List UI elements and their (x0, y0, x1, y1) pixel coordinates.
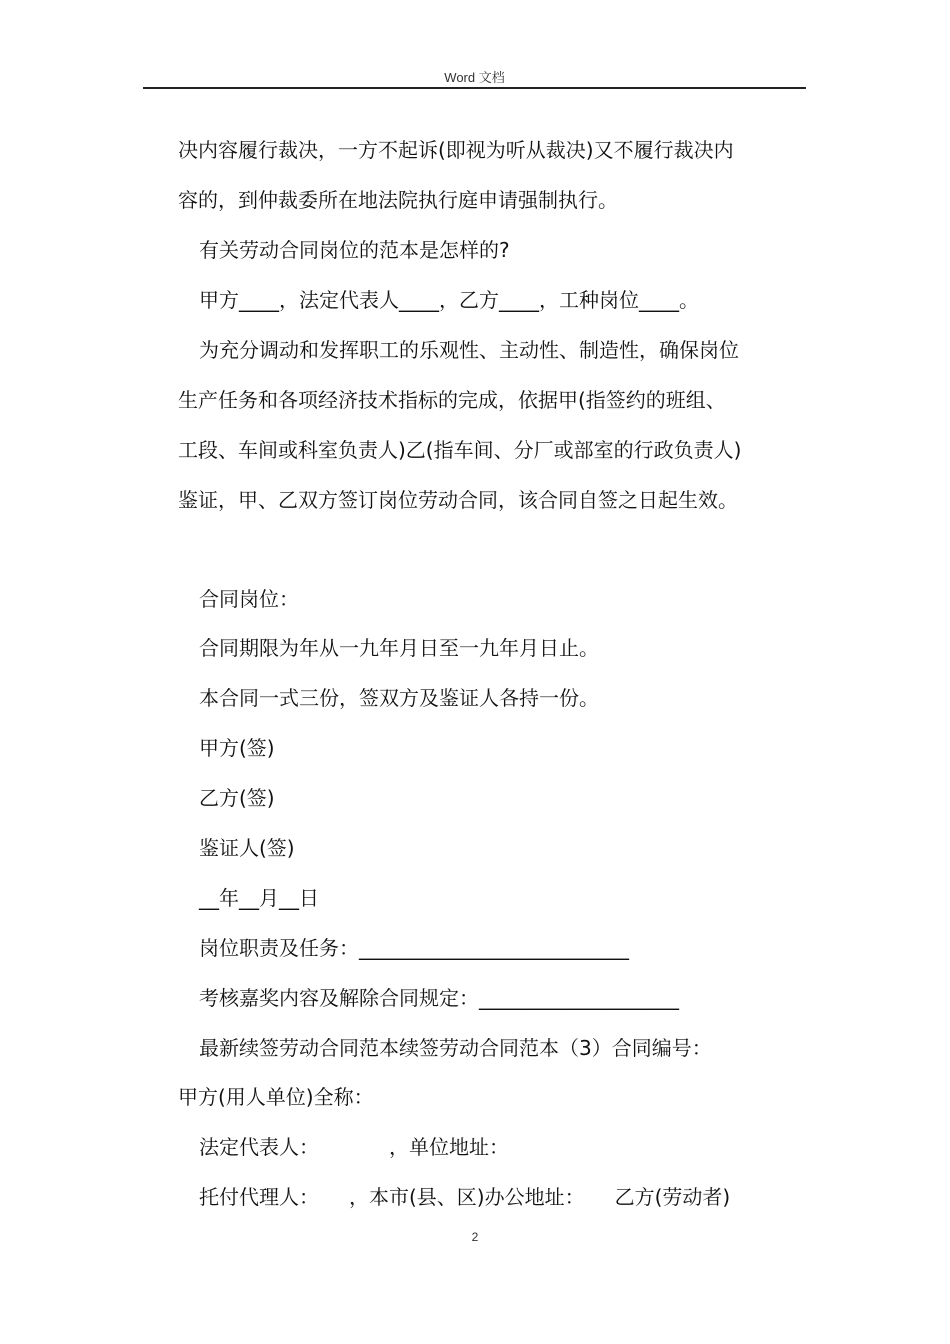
paragraph-line: 托付代理人： ，本市(县、区)办公地址： 乙方(劳动者) (199, 1185, 731, 1209)
paragraph-line: 合同岗位： (199, 587, 299, 611)
paragraph-line: 工段、车间或科室负责人)乙(指车间、分厂或部室的行政负责人) (178, 438, 742, 462)
paragraph-line: 乙方(签) (199, 786, 275, 810)
paragraph-line: 岗位职责及任务：___________________________ (199, 936, 629, 960)
paragraph-line: 甲方____，法定代表人____，乙方____，工种岗位____。 (199, 288, 699, 312)
page-number: 2 (471, 1230, 479, 1244)
paragraph-line: 本合同一式三份，签双方及鉴证人各持一份。 (199, 686, 599, 710)
header-divider (143, 87, 806, 89)
paragraph-line: 最新续签劳动合同范本续签劳动合同范本（3）合同编号： (199, 1036, 712, 1060)
paragraph-line: 甲方(用人单位)全称： (178, 1085, 374, 1109)
paragraph-line: 鉴证人(签) (199, 836, 295, 860)
paragraph-line: 考核嘉奖内容及解除合同规定：____________________ (199, 986, 679, 1010)
paragraph-line: 鉴证，甲、乙双方签订岗位劳动合同，该合同自签之日起生效。 (178, 488, 738, 512)
paragraph-line: 生产任务和各项经济技术指标的完成，依据甲(指签约的班组、 (178, 388, 726, 412)
paragraph-line: 法定代表人： ，单位地址： (199, 1135, 509, 1159)
page-header: Word 文档 (444, 70, 505, 85)
paragraph-line: 容的，到仲裁委所在地法院执行庭申请强制执行。 (178, 188, 618, 212)
paragraph-line: 决内容履行裁决，一方不起诉(即视为听从裁决)又不履行裁决内 (178, 138, 734, 162)
paragraph-line: 合同期限为年从一九年月日至一九年月日止。 (199, 636, 599, 660)
paragraph-line: 为充分调动和发挥职工的乐观性、主动性、制造性，确保岗位 (199, 338, 739, 362)
paragraph-line: 甲方(签) (199, 736, 275, 760)
paragraph-line: __年__月__日 (199, 886, 319, 910)
paragraph-line: 有关劳动合同岗位的范本是怎样的? (199, 238, 510, 262)
